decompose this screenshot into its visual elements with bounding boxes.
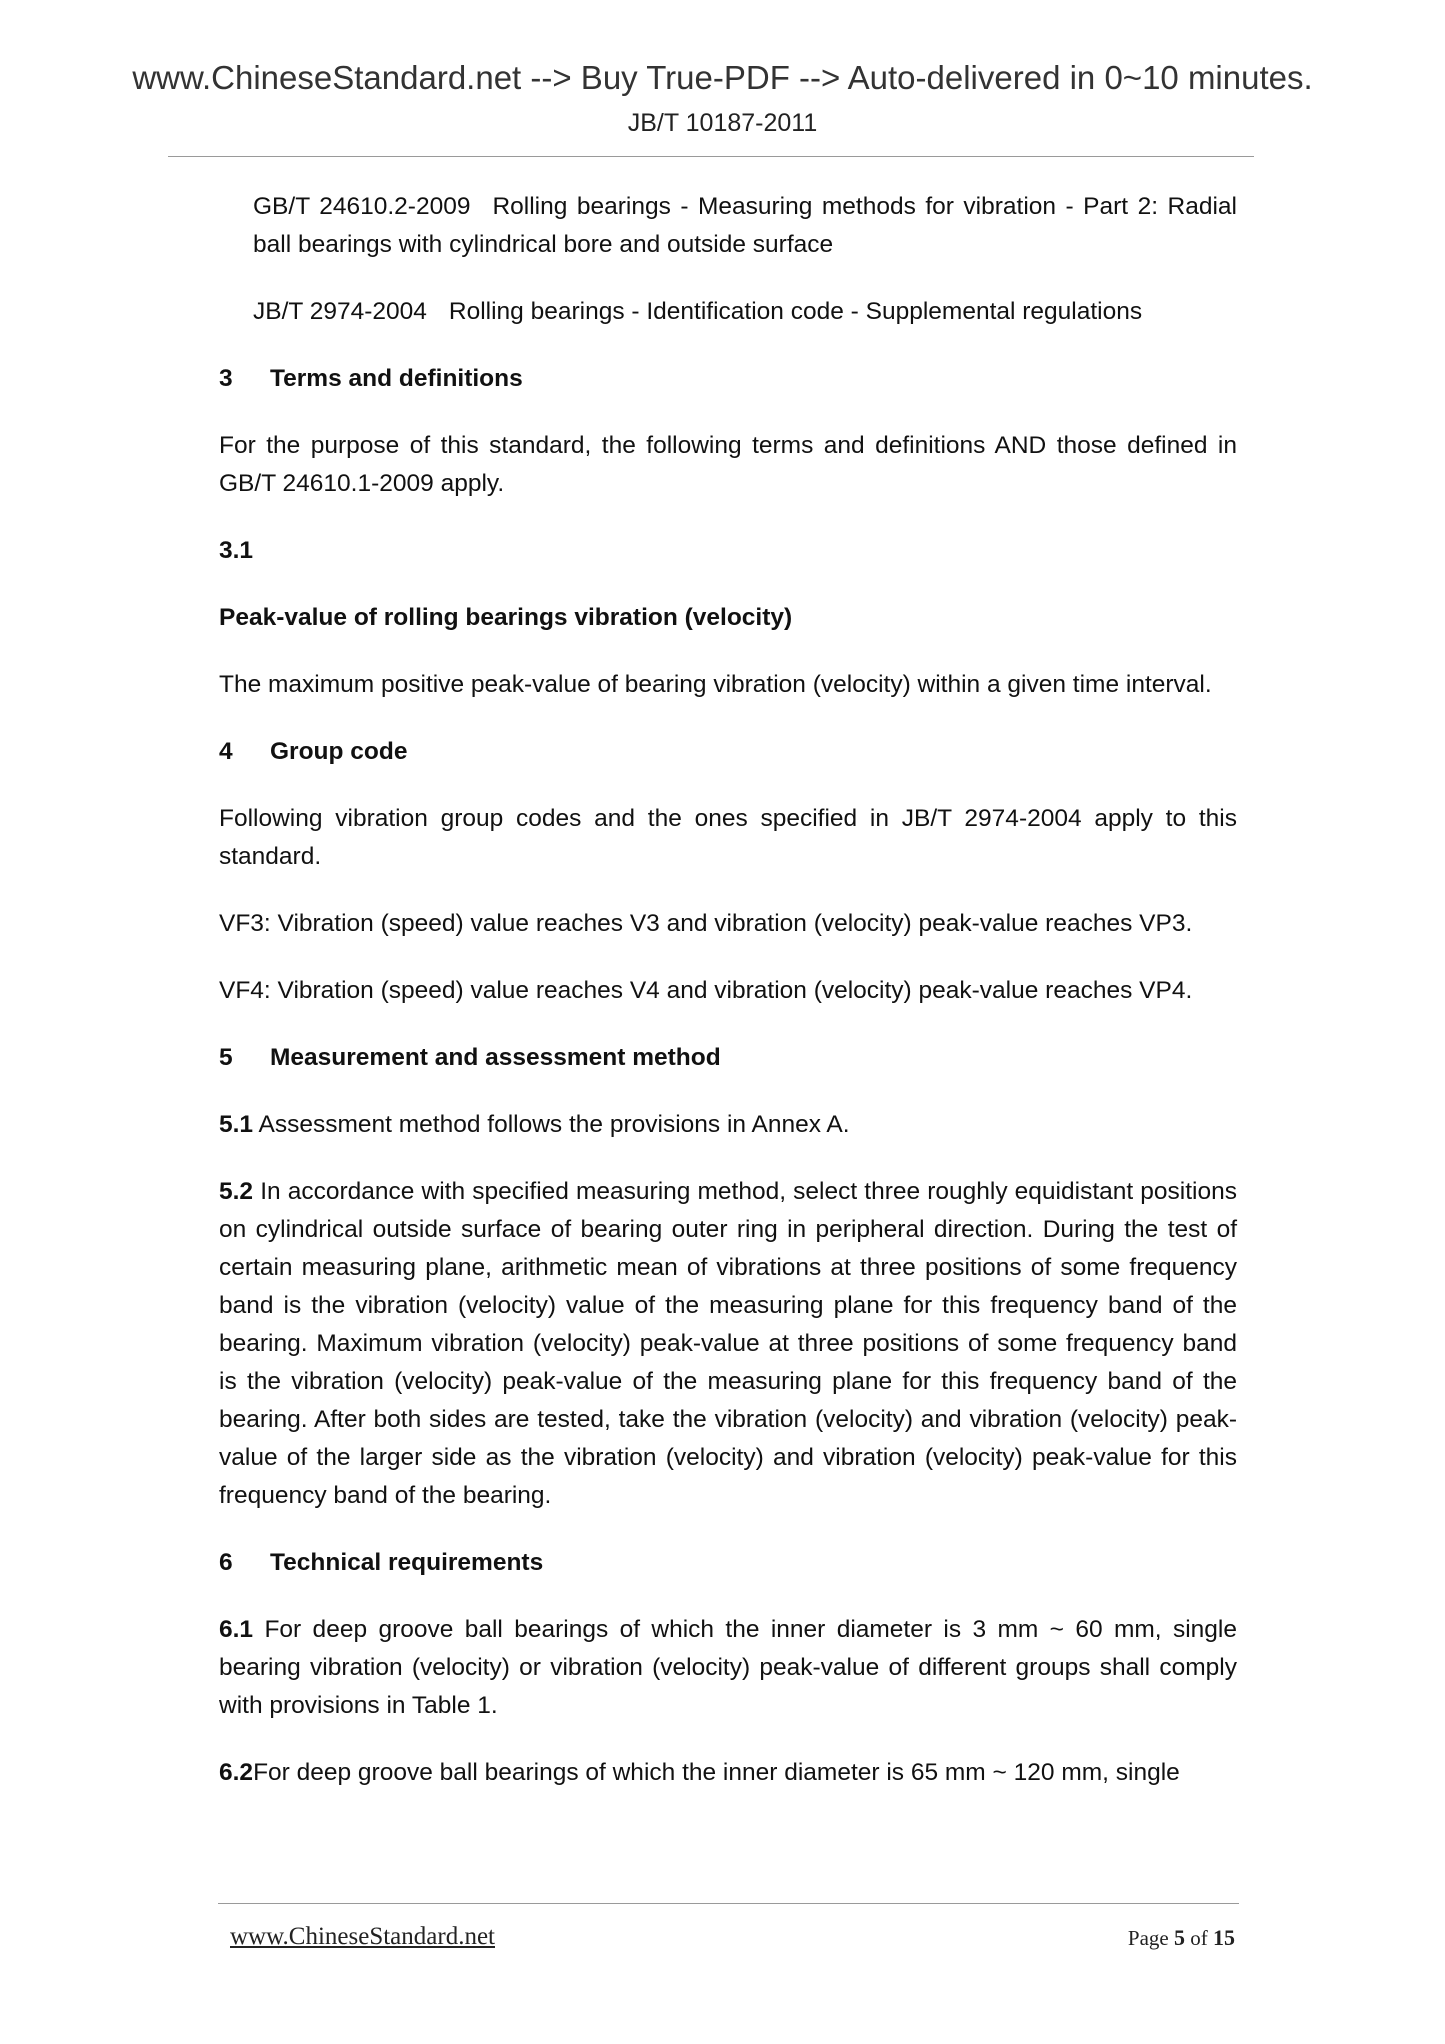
section-3-heading xyxy=(219,360,1237,398)
section-number: 3 xyxy=(219,365,233,392)
clause-number: 5.1 xyxy=(219,1111,254,1138)
reference-code: JB/T 2974-2004 xyxy=(253,298,427,325)
group-code-vf4: VF4: Vibration (speed) value reaches V4 and vibration (velocity) peak-value reaches VP4. xyxy=(219,977,1193,1004)
header-divider xyxy=(168,156,1254,157)
clause-5-1 xyxy=(219,1106,1237,1144)
clause-number: 6.1 xyxy=(219,1616,254,1643)
normative-reference xyxy=(219,293,1237,331)
page-label: Page xyxy=(1127,1926,1169,1950)
section-number: 6 xyxy=(219,1549,233,1576)
clause-text: For deep groove ball bearings of which the inner diameter is 65 mm ~ 120 mm, single xyxy=(253,1759,1180,1786)
clause-3-1-number: 3.1 xyxy=(219,537,254,564)
normative-reference xyxy=(219,188,1237,264)
clause-6-1 xyxy=(219,1611,1237,1725)
section-4-intro: Following vibration group codes and the ones specified in JB/T 2974-2004 apply to this standard. xyxy=(219,805,1237,870)
clause-5-2 xyxy=(219,1173,1237,1515)
section-title: Measurement and assessment method xyxy=(270,1044,721,1071)
page-number: 5 xyxy=(1174,1925,1185,1950)
section-title: Terms and definitions xyxy=(270,365,523,392)
section-5-heading xyxy=(219,1039,1237,1077)
clause-number: 5.2 xyxy=(219,1178,254,1205)
clause-text: For deep groove ball bearings of which the inner diameter is 3 mm ~ 60 mm, single bearing vibration (velocity) or vibration (velocity) peak-value of different groups shall comply with provisions in Table 1. xyxy=(219,1616,1237,1719)
section-number: 5 xyxy=(219,1044,233,1071)
page-content xyxy=(219,188,1237,1821)
page-total: 15 xyxy=(1213,1925,1235,1950)
term-title: Peak-value of rolling bearings vibration (velocity) xyxy=(219,604,793,631)
of-label: of xyxy=(1190,1926,1208,1950)
clause-number: 6.2 xyxy=(219,1759,254,1786)
clause-text: Assessment method follows the provisions in Annex A. xyxy=(258,1111,850,1138)
document-id: JB/T 10187-2011 xyxy=(627,109,818,137)
footer-site-link[interactable]: www.ChineseStandard.net xyxy=(230,1923,495,1950)
group-code-vf3: VF3: Vibration (speed) value reaches V3 and vibration (velocity) peak-value reaches VP3. xyxy=(219,910,1193,937)
clause-6-2 xyxy=(219,1754,1237,1792)
section-6-heading xyxy=(219,1544,1237,1582)
reference-title: Rolling bearings - Measuring methods for vibration - Part 2: Radial ball bearings with cylindrical bore and outside surface xyxy=(253,193,1237,258)
clause-text: In accordance with specified measuring method, select three roughly equidistant positions on cylindrical outside surface of bearing outer ring in peripheral direction. During the test of certain measuring plane, arithmetic mean of vibrations at three positions of some frequency band is the vibration (velocity) value of the measuring plane for this frequency band of the bearing. Maximum vibration (velocity) peak-value at three positions of some frequency band is the vibration (velocity) peak-value of the measuring plane for this frequency band of the bearing. After both sides are tested, take the vibration (velocity) and vibration (velocity) peak-value of the larger side as the vibration (velocity) and vibration (velocity) peak-value for this frequency band of the bearing. xyxy=(219,1178,1237,1509)
section-title: Group code xyxy=(270,738,408,765)
section-number: 4 xyxy=(219,738,233,765)
section-4-heading xyxy=(219,733,1237,771)
section-title: Technical requirements xyxy=(270,1549,544,1576)
footer-divider xyxy=(218,1903,1239,1904)
term-definition: The maximum positive peak-value of bearing vibration (velocity) within a given time interval. xyxy=(219,671,1212,698)
site-banner[interactable]: www.ChineseStandard.net --> Buy True-PDF --> Auto-delivered in 0~10 minutes. xyxy=(132,59,1313,96)
page-indicator xyxy=(1128,1925,1235,1951)
section-3-intro: For the purpose of this standard, the following terms and definitions AND those defined in GB/T 24610.1-2009 apply. xyxy=(219,432,1237,497)
reference-code: GB/T 24610.2-2009 xyxy=(253,193,471,220)
reference-title: Rolling bearings - Identification code - Supplemental regulations xyxy=(448,298,1143,325)
